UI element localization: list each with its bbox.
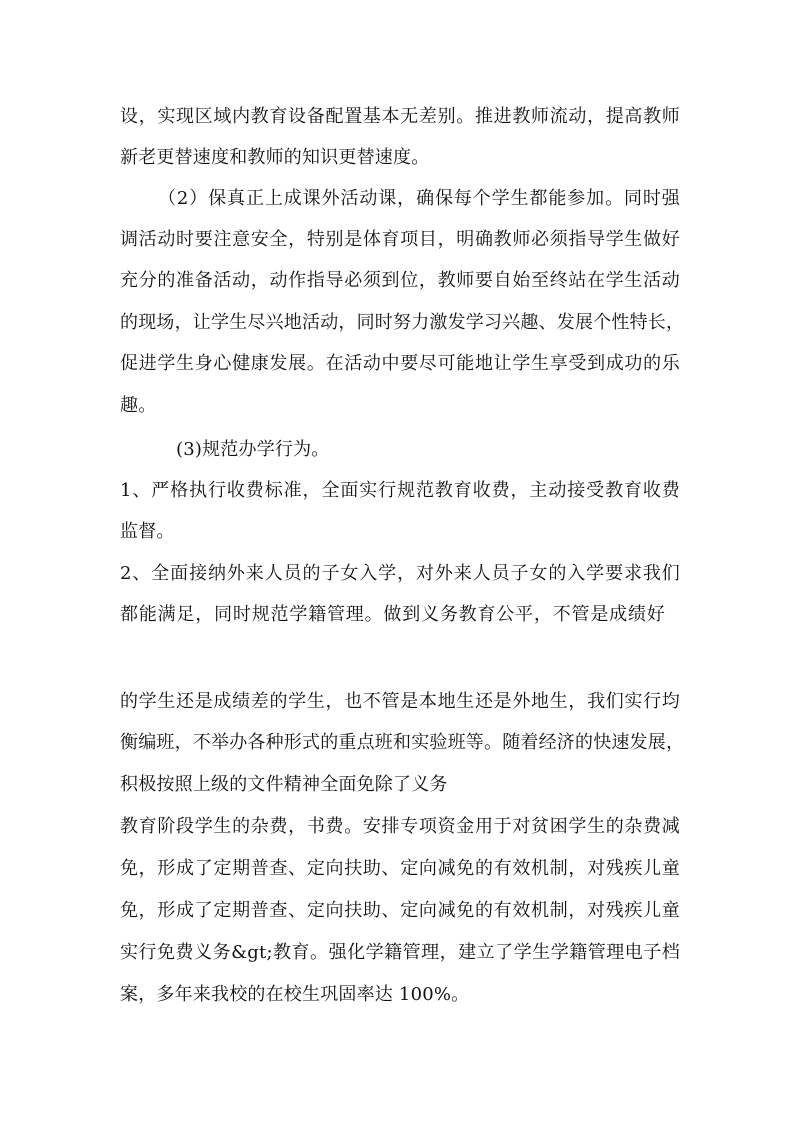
paragraph-line: 教育阶段学生的杂费，书费。安排专项资金用于对贫困学生的杂费减	[120, 816, 680, 837]
paragraph-line: 积极按照上级的文件精神全面免除了义务	[120, 774, 448, 795]
paragraph-line: 2、全面接纳外来人员的子女入学，对外来人员子女的入学要求我们	[120, 563, 680, 584]
paragraph-line: 监督。	[120, 521, 175, 542]
paragraph-line: 免，形成了定期普查、定向扶助、定向减免的有效机制，对残疾儿童	[120, 900, 680, 921]
paragraph-line: 调活动时要注意安全，特别是体育项目，明确教师必须指导学生做好	[120, 229, 680, 250]
paragraph-line: 趣。	[120, 395, 157, 416]
paragraph-line: 设，实现区域内教育设备配置基本无差别。推进教师流动，提高教师	[120, 106, 680, 127]
paragraph-line: 充分的准备活动，动作指导必须到位，教师要自始至终站在学生活动	[120, 270, 680, 291]
section-heading: (3)规范办学行为。	[176, 439, 330, 460]
paragraph-line: 1、严格执行收费标准，全面实行规范教育收费，主动接受教育收费	[120, 480, 680, 501]
paragraph-line: 的学生还是成绩差的学生，也不管是本地生还是外地生，我们实行均	[120, 691, 680, 712]
paragraph-line: 新老更替速度和教师的知识更替速度。	[120, 147, 430, 168]
paragraph-line: 实行免费义务&gt;教育。强化学籍管理，建立了学生学籍管理电子档	[120, 942, 680, 963]
paragraph-line: 免，形成了定期普查、定向扶助、定向减免的有效机制，对残疾儿童	[120, 858, 680, 879]
paragraph-line: 案，多年来我校的在校生巩固率达 100%。	[120, 984, 470, 1005]
paragraph-line: 都能满足，同时规范学籍管理。做到义务教育公平，不管是成绩好	[120, 604, 665, 625]
paragraph-line: （2）保真正上成课外活动课，确保每个学生都能参加。同时强	[158, 188, 680, 209]
paragraph-line: 的现场，让学生尽兴地活动，同时努力激发学习兴趣、发展个性特长，	[120, 312, 685, 333]
paragraph-line: 促进学生身心健康发展。在活动中要尽可能地让学生享受到成功的乐	[120, 353, 680, 374]
paragraph-line: 衡编班，不举办各种形式的重点班和实验班等。随着经济的快速发展，	[120, 732, 685, 753]
